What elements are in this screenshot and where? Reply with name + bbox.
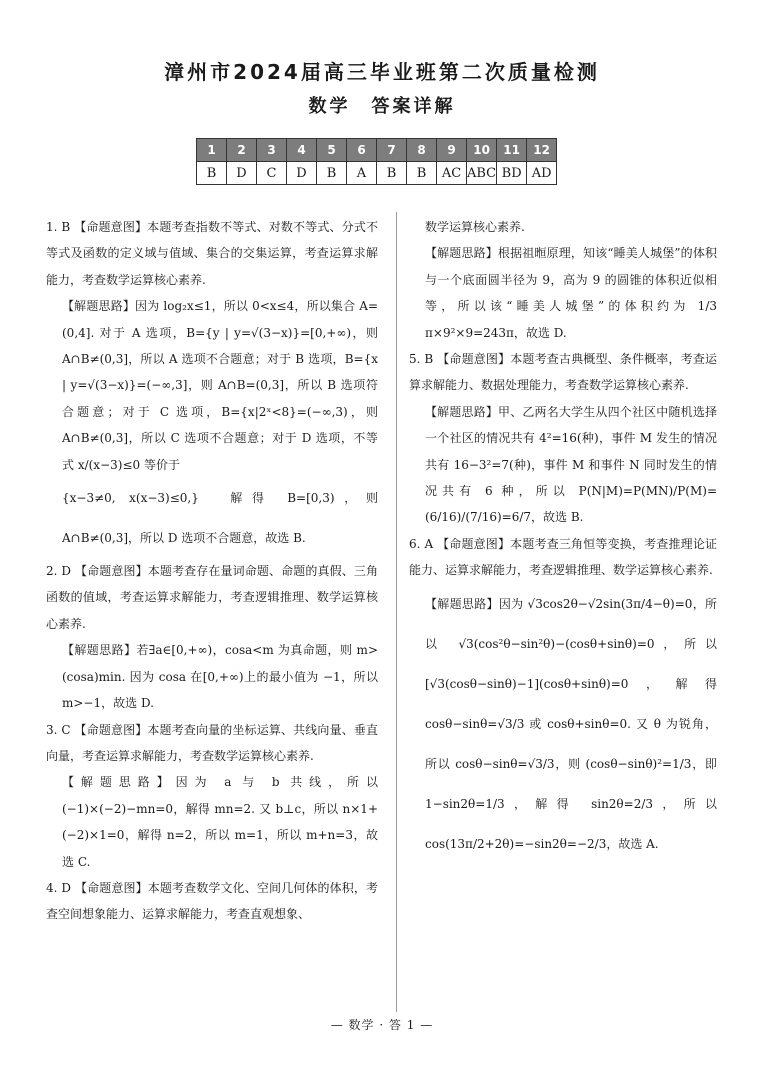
solution-paragraph: 【解题思路】因为 log₂x≤1，所以 0<x≤4，所以集合 A=(0,4]. 对于 A 选项，B={y | y=√(3−x)}=[0,+∞)，则 A∩B≠(0,3]，所以 A 选项不合题意；对于 B 选项，B={x | y=√(3−x)}=(−∞,3]，则 A∩B=(0,3]，所以 B 选项符合题意；对于 C 选项，B={x|2ˣ<8}=(−∞,3)，则 A∩B≠(0,3]，所以 C 选项不合题意；对于 D 选项，不等式 x/(x−3)≤0 等价于 <box>62 299 378 472</box>
question-number-cell: 2 <box>227 139 257 162</box>
solution-paragraph: 【解题思路】因为 a 与 b 共线，所以(−1)×(−2)−mn=0，解得 mn=2. 又 b⊥c，所以 n×1+(−2)×1=0，解得 n=2，所以 m=1，所以 m+n=3，故选 C. <box>62 775 378 869</box>
question-number-cell: 5 <box>317 139 347 162</box>
solution-paragraph: 6. A 【命题意图】本题考查三角恒等变换，考查推理论证能力、运算求解能力，考查逻辑推理、数学运算核心素养. <box>409 536 717 578</box>
answer-cell: B <box>197 162 227 185</box>
question-number-cell: 4 <box>287 139 317 162</box>
question-number-cell: 12 <box>527 139 557 162</box>
solution-paragraph: 数学运算核心素养. <box>425 220 525 234</box>
page-title: 漳州市2024届高三毕业班第二次质量检测 <box>164 60 600 84</box>
answer-table-answer-row <box>197 162 557 185</box>
question-number-cell: 7 <box>377 139 407 162</box>
answer-cell: AC <box>437 162 467 185</box>
answer-cell: ABC <box>467 162 497 185</box>
answer-cell: AD <box>527 162 557 185</box>
solution-paragraph: {x−3≠0, x(x−3)≤0,} 解得 B=[0,3)，则 A∩B≠(0,3]，所以 D 选项不合题意，故选 B. <box>62 491 378 546</box>
solution-paragraph: 【解题思路】根据祖暅原理，知该“睡美人城堡”的体积与一个底面圆半径为 9，高为 9 的圆锥的体积近似相等，所以该“睡美人城堡”的体积约为 1/3 π×9²×9=243π，故选 D. <box>425 246 717 340</box>
solution-paragraph: 5. B 【命题意图】本题考查古典概型、条件概率，考查运算求解能力、数据处理能力，考查数学运算核心素养. <box>409 352 717 393</box>
solution-paragraph: 1. B 【命题意图】本题考查指数不等式、对数不等式、分式不等式及函数的定义域与值域、集合的交集运算，考查运算求解能力，考查数学运算核心素养. <box>46 220 378 287</box>
solution-paragraph: 4. D 【命题意图】本题考查数学文化、空间几何体的体积，考查空间想象能力、运算求解能力，考查直观想象、 <box>46 880 378 922</box>
question-number-cell: 9 <box>437 139 467 162</box>
answer-table-header-row <box>197 139 557 162</box>
page-subtitle: 数学 答案详解 <box>308 96 456 117</box>
question-number-cell: 1 <box>197 139 227 162</box>
question-number-cell: 11 <box>497 139 527 162</box>
answer-cell: D <box>227 162 257 185</box>
solution-paragraph: 2. D 【命题意图】本题考查存在量词命题、命题的真假、三角函数的值域，考查运算求解能力，考查逻辑推理、数学运算核心素养. <box>46 564 378 631</box>
solution-paragraph: 【解题思路】甲、乙两名大学生从四个社区中随机选择一个社区的情况共有 4²=16(种)，事件 M 发生的情况共有 16−3²=7(种)，事件 M 和事件 N 同时发生的情况共有 6 种，所以 P(N|M)=P(MN)/P(M)=(6/16)/(7/16)=6/7，故选 B. <box>425 404 717 525</box>
answer-cell: A <box>347 162 377 185</box>
answer-cell: D <box>287 162 317 185</box>
question-number-cell: 3 <box>257 139 287 162</box>
solution-paragraph: 【解题思路】若∃a∈[0,+∞)，cosa<m 为真命题，则 m>(cosa)min. 因为 cosa 在[0,+∞)上的最小值为 −1，所以 m>−1，故选 D. <box>62 643 378 711</box>
column-divider <box>396 212 397 1012</box>
left-column <box>46 214 378 928</box>
question-number-cell: 6 <box>347 139 377 162</box>
answer-cell: C <box>257 162 287 185</box>
answer-cell: B <box>317 162 347 185</box>
question-number-cell: 10 <box>467 139 497 162</box>
answer-cell: B <box>407 162 437 185</box>
answer-cell: B <box>377 162 407 185</box>
solution-paragraph: 3. C 【命题意图】本题考查向量的坐标运算、共线向量、垂直向量，考查运算求解能力，考查数学运算核心素养. <box>46 722 378 763</box>
page-footer: — 数学 · 答 1 — <box>330 1018 434 1032</box>
solution-paragraph: 【解题思路】因为 √3cos2θ−√2sin(3π/4−θ)=0，所以 √3(cos²θ−sin²θ)−(cosθ+sinθ)=0，所以[√3(cosθ−sinθ)−1](cosθ+sinθ)=0，解得 cosθ−sinθ=√3/3 或 cosθ+sinθ=0. 又 θ 为锐角，所以 cosθ−sinθ=√3/3，则 (cosθ−sinθ)²=1/3，即 1−sin2θ=1/3，解得 sin2θ=2/3，所以 cos(13π/2+2θ)=−sin2θ=−2/3，故选 A. <box>425 596 717 851</box>
question-number-cell: 8 <box>407 139 437 162</box>
answer-cell: BD <box>497 162 527 185</box>
answer-table <box>196 138 557 185</box>
right-column <box>409 214 717 864</box>
